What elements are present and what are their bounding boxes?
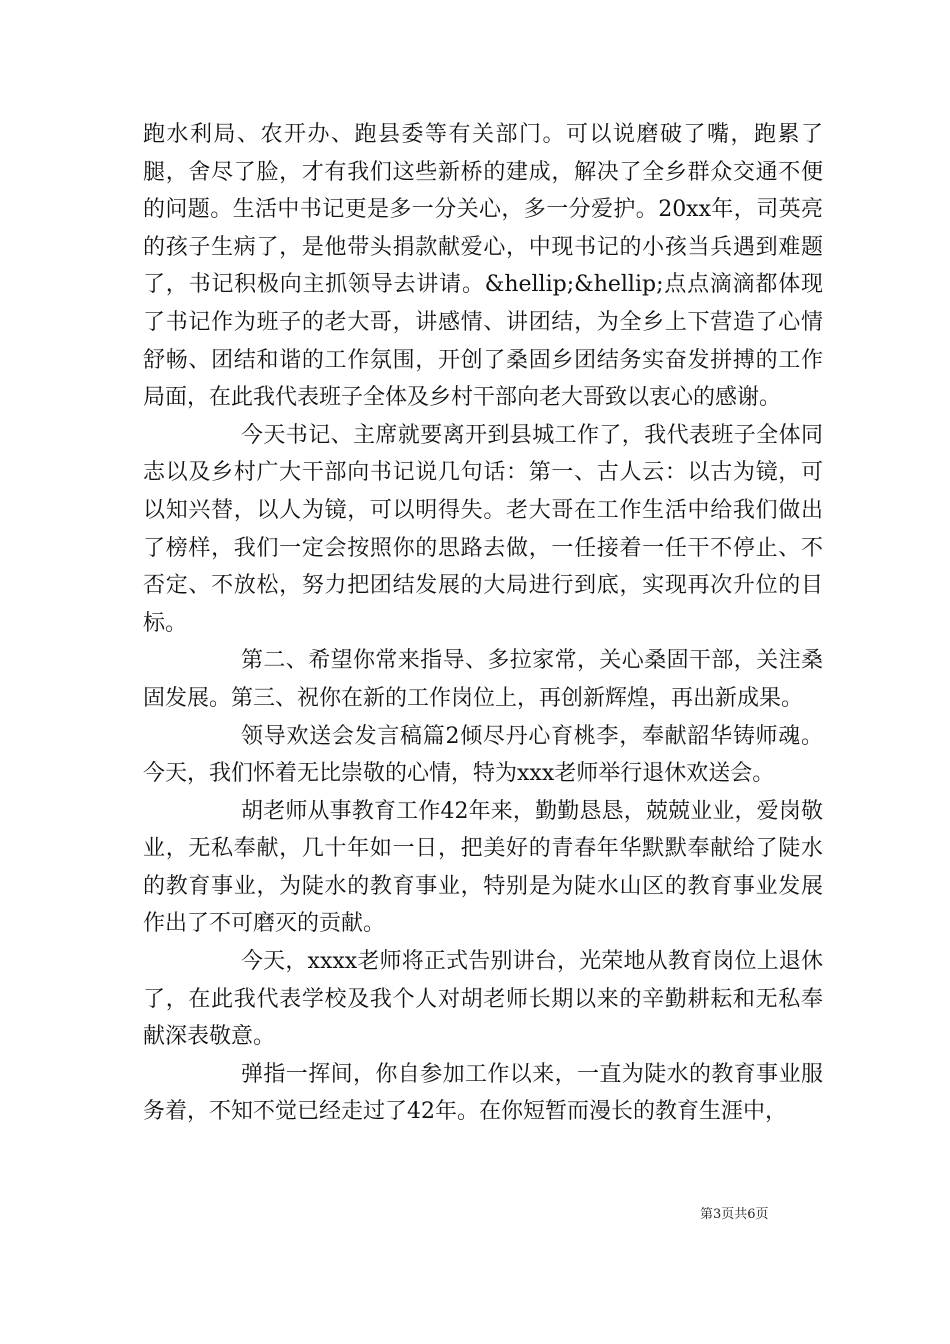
document-body bbox=[143, 116, 823, 1131]
paragraph: 跑水利局、农开办、跑县委等有关部门。可以说磨破了嘴，跑累了腿，舍尽了脸，才有我们这些新桥的建成，解决了全乡群众交通不便的问题。生活中书记更是多一分关心，多一分爱护。20xx年，司英亮的孩子生病了，是他带头捐款献爱心，中现书记的小孩当兵遇到难题了，书记积极向主抓领导去讲请。&hellip;&hellip;点点滴滴都体现了书记作为班子的老大哥，讲感情、讲团结，为全乡上下营造了心情舒畅、团结和谐的工作氛围，开创了桑固乡团结务实奋发拼搏的工作局面，在此我代表班子全体及乡村干部向老大哥致以衷心的感谢。 bbox=[143, 122, 823, 411]
paragraph: 胡老师从事教育工作42年来，勤勤恳恳，兢兢业业，爱岗敬业，无私奉献，几十年如一日，把美好的青春年华默默奉献给了陡水的教育事业，为陡水的教育事业，特别是为陡水山区的教育事业发展作出了不可磨灭的贡献。 bbox=[143, 798, 823, 937]
paragraph: 弹指一挥间，你自参加工作以来，一直为陡水的教育事业服务着，不知不觉已经走过了42年。在你短暂而漫长的教育生涯中， bbox=[143, 1061, 823, 1125]
page-number-footer: 第3页共6页 bbox=[700, 1207, 769, 1222]
paragraph: 第二、希望你常来指导、多拉家常，关心桑固干部，关注桑固发展。第三、祝你在新的工作岗位上，再创新辉煌，再出新成果。 bbox=[143, 648, 823, 711]
paragraph: 今天书记、主席就要离开到县城工作了，我代表班子全体同志以及乡村广大干部向书记说几句话：第一、古人云：以古为镜，可以知兴替，以人为镜，可以明得失。老大哥在工作生活中给我们做出了榜样，我们一定会按照你的思路去做，一任接着一任干不停止、不否定、不放松，努力把团结发展的大局进行到底，实现再次升位的目标。 bbox=[143, 422, 823, 636]
paragraph: 领导欢送会发言稿篇2倾尽丹心育桃李，奉献韶华铸师魂。今天，我们怀着无比崇敬的心情，特为xxx老师举行退休欢送会。 bbox=[143, 723, 823, 787]
paragraph: 今天，xxxx老师将正式告别讲台，光荣地从教育岗位上退休了，在此我代表学校及我个人对胡老师长期以来的辛勤耕耘和无私奉献深表敬意。 bbox=[143, 949, 823, 1050]
